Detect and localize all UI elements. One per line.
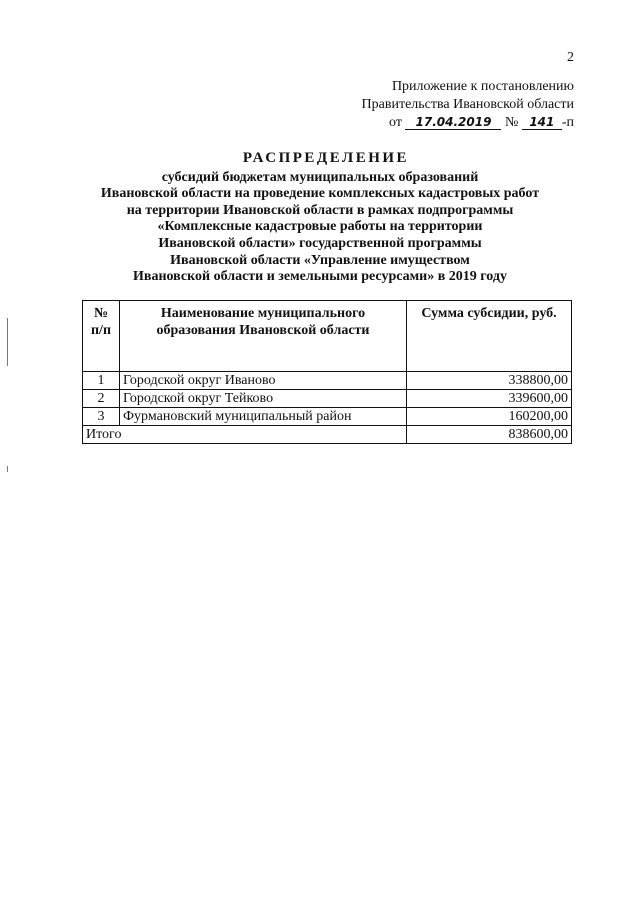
subtitle-line: Ивановской области и земельными ресурсами» в 2019 году: [133, 269, 507, 285]
row-amount: 339600,00: [407, 390, 572, 408]
subtitle-line: Ивановской области «Управление имуществом: [170, 252, 470, 268]
header-number-line-1: №: [93, 306, 109, 321]
decree-number: 141: [522, 115, 562, 130]
subtitle-line: «Комплексные кадастровые работы на территории: [157, 219, 483, 235]
subtitle-line: Ивановской области» государственной программы: [158, 235, 482, 251]
number-suffix: -п: [561, 115, 574, 130]
decree-reference: [362, 114, 574, 132]
row-number: 2: [83, 390, 120, 408]
row-number: 1: [83, 372, 120, 390]
scan-artifact: [7, 318, 8, 366]
subtitle-line: субсидий бюджетам муниципальных образований: [161, 169, 479, 185]
subtitle-line: Ивановской области на проведение комплексных кадастровых работ: [100, 186, 540, 202]
table-row: [83, 390, 572, 408]
scan-artifact: [7, 466, 8, 472]
table-row: [83, 372, 572, 390]
row-name: Фурмановский муниципальный район: [120, 408, 407, 426]
page-number: 2: [567, 50, 574, 65]
subtitle-line: на территории Ивановской области в рамках подпрограммы: [126, 202, 514, 218]
header-amount: Сумма субсидии, руб.: [407, 301, 572, 372]
document-title: РАСПРЕДЕЛЕНИЕ: [242, 150, 410, 166]
row-name: Городской округ Тейково: [120, 390, 407, 408]
row-amount: 160200,00: [407, 408, 572, 426]
header-number: [83, 301, 120, 372]
row-name: Городской округ Иваново: [120, 372, 407, 390]
document-subtitle: [0, 170, 640, 286]
appendix-line-1: Приложение к постановлению: [391, 79, 574, 94]
total-label: Итого: [83, 426, 407, 444]
title-block: [0, 150, 640, 286]
appendix-line-2: Правительства Ивановской области: [361, 97, 574, 112]
header-name: [120, 301, 407, 372]
table-row: [83, 408, 572, 426]
table-total-row: [83, 426, 572, 444]
subsidy-table: [82, 300, 572, 444]
row-number: 3: [83, 408, 120, 426]
total-amount: 838600,00: [407, 426, 572, 444]
appendix-block: [362, 78, 574, 132]
header-name-line-2: образования Ивановской области: [156, 323, 370, 338]
number-sign: №: [504, 115, 519, 130]
header-number-line-2: п/п: [90, 323, 112, 338]
header-name-line-1: Наименование муниципального: [160, 306, 366, 321]
date-prefix: от: [389, 115, 402, 130]
decree-date: 17.04.2019: [405, 115, 501, 130]
row-amount: 338800,00: [407, 372, 572, 390]
table-header-row: [83, 301, 572, 372]
